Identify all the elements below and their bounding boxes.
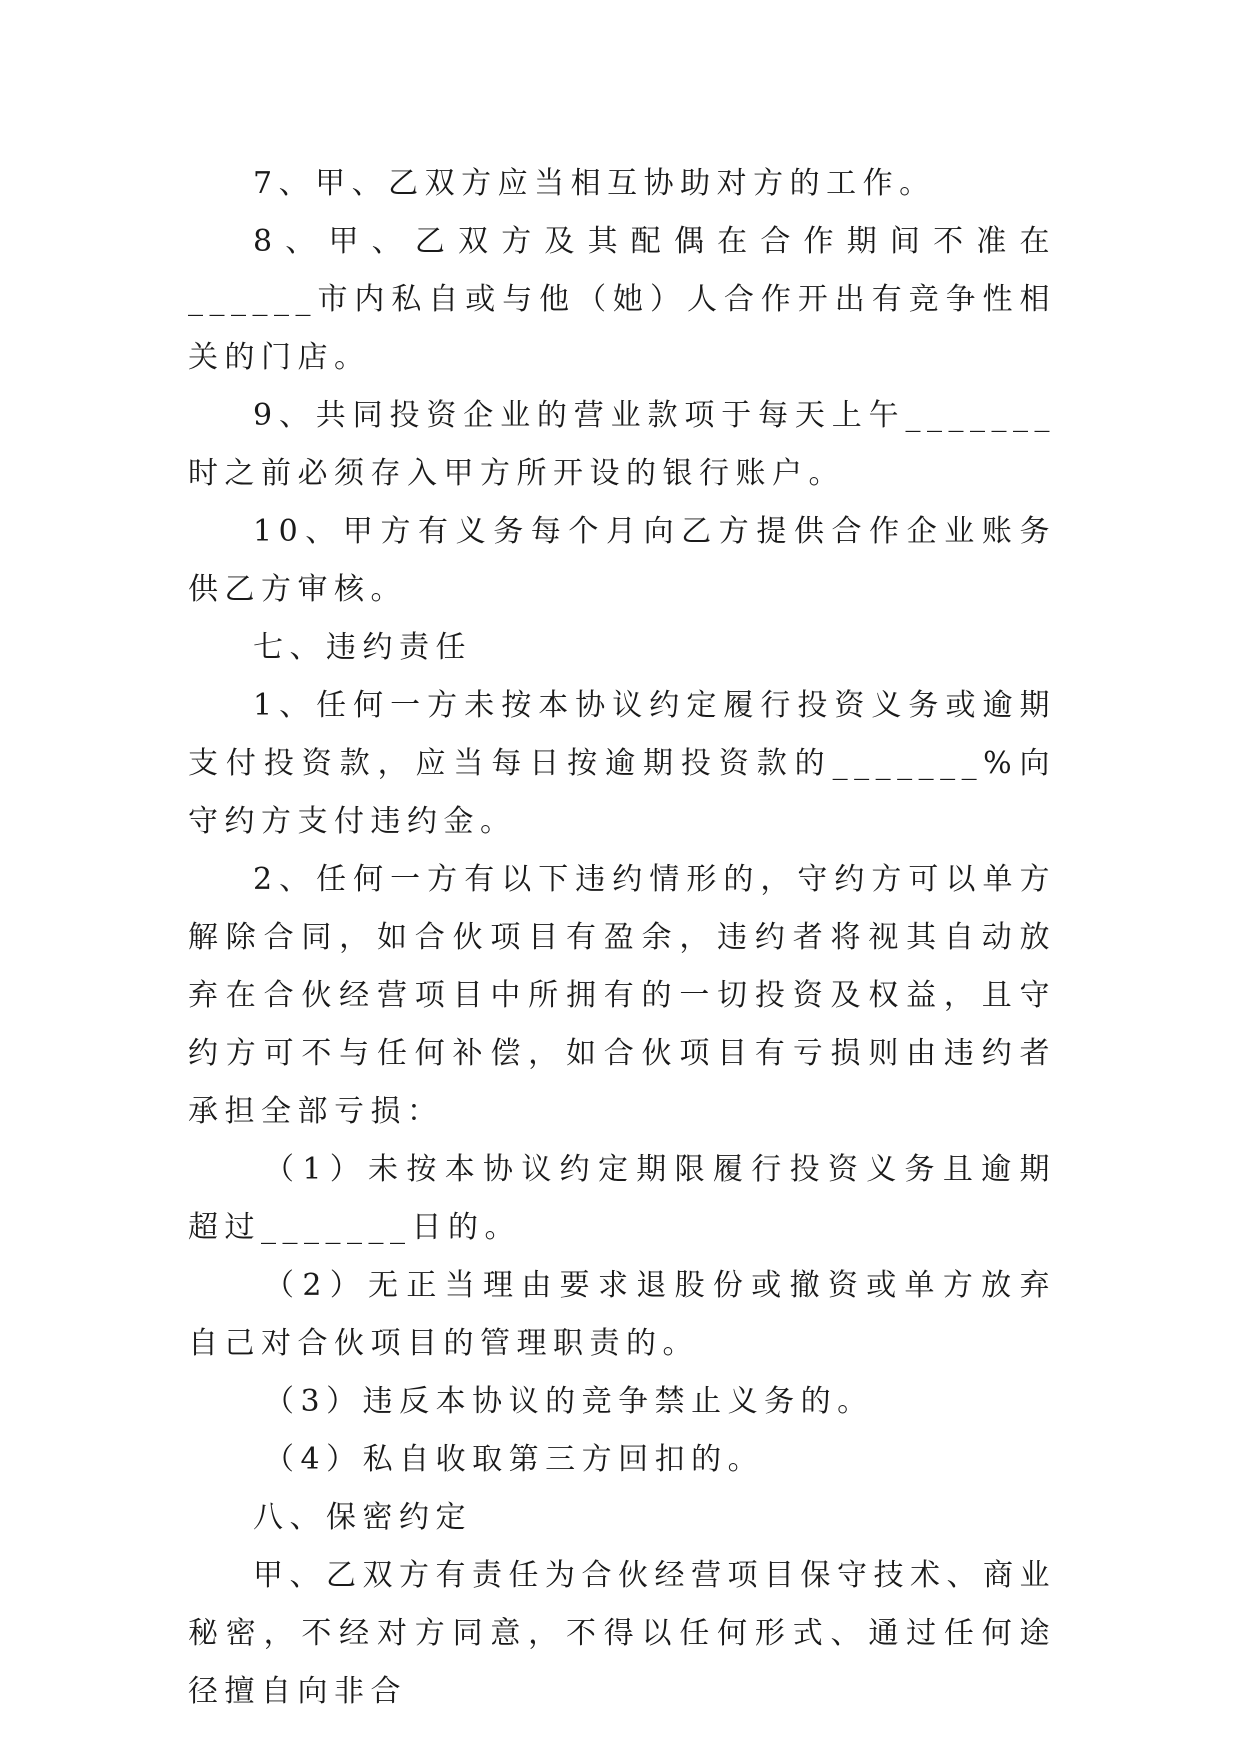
breach-item-4: （4）私自收取第三方回扣的。	[264, 1442, 765, 1477]
section-heading-breach: 七、违约责任	[253, 630, 472, 665]
breach-item-2: （2）无正当理由要求退股份或撤资或单方放弃自己对合伙项目的管理职责的。	[188, 1268, 1056, 1361]
breach-clause-1: 1、任何一方未按本协议约定履行投资义务或逾期支付投资款，应当每日按逾期投资款的_______%向守约方支付违约金。	[188, 688, 1056, 839]
section-heading-confidentiality: 八、保密约定	[253, 1500, 472, 1535]
clause-8: 8、甲、乙双方及其配偶在合作期间不准在______市内私自或与他（她）人合作开出有竞争性相关的门店。	[188, 224, 1056, 375]
confidentiality-clause: 甲、乙双方有责任为合伙经营项目保守技术、商业秘密，不经对方同意，不得以任何形式、通过任何途径擅自向非合	[188, 1558, 1056, 1709]
clause-9: 9、共同投资企业的营业款项于每天上午_______时之前必须存入甲方所开设的银行账户。	[188, 398, 1056, 491]
clause-10: 10、甲方有义务每个月向乙方提供合作企业账务供乙方审核。	[188, 514, 1056, 607]
clause-7: 7、甲、乙双方应当相互协助对方的工作。	[253, 166, 936, 201]
breach-item-3: （3）违反本协议的竞争禁止义务的。	[264, 1384, 874, 1419]
document-body	[188, 155, 1056, 1721]
breach-item-1: （1）未按本协议约定期限履行投资义务且逾期超过_______日的。	[188, 1152, 1056, 1245]
breach-clause-2: 2、任何一方有以下违约情形的，守约方可以单方解除合同，如合伙项目有盈余，违约者将视其自动放弃在合伙经营项目中所拥有的一切投资及权益，且守约方可不与任何补偿，如合伙项目有亏损则由违约者承担全部亏损：	[188, 862, 1056, 1129]
